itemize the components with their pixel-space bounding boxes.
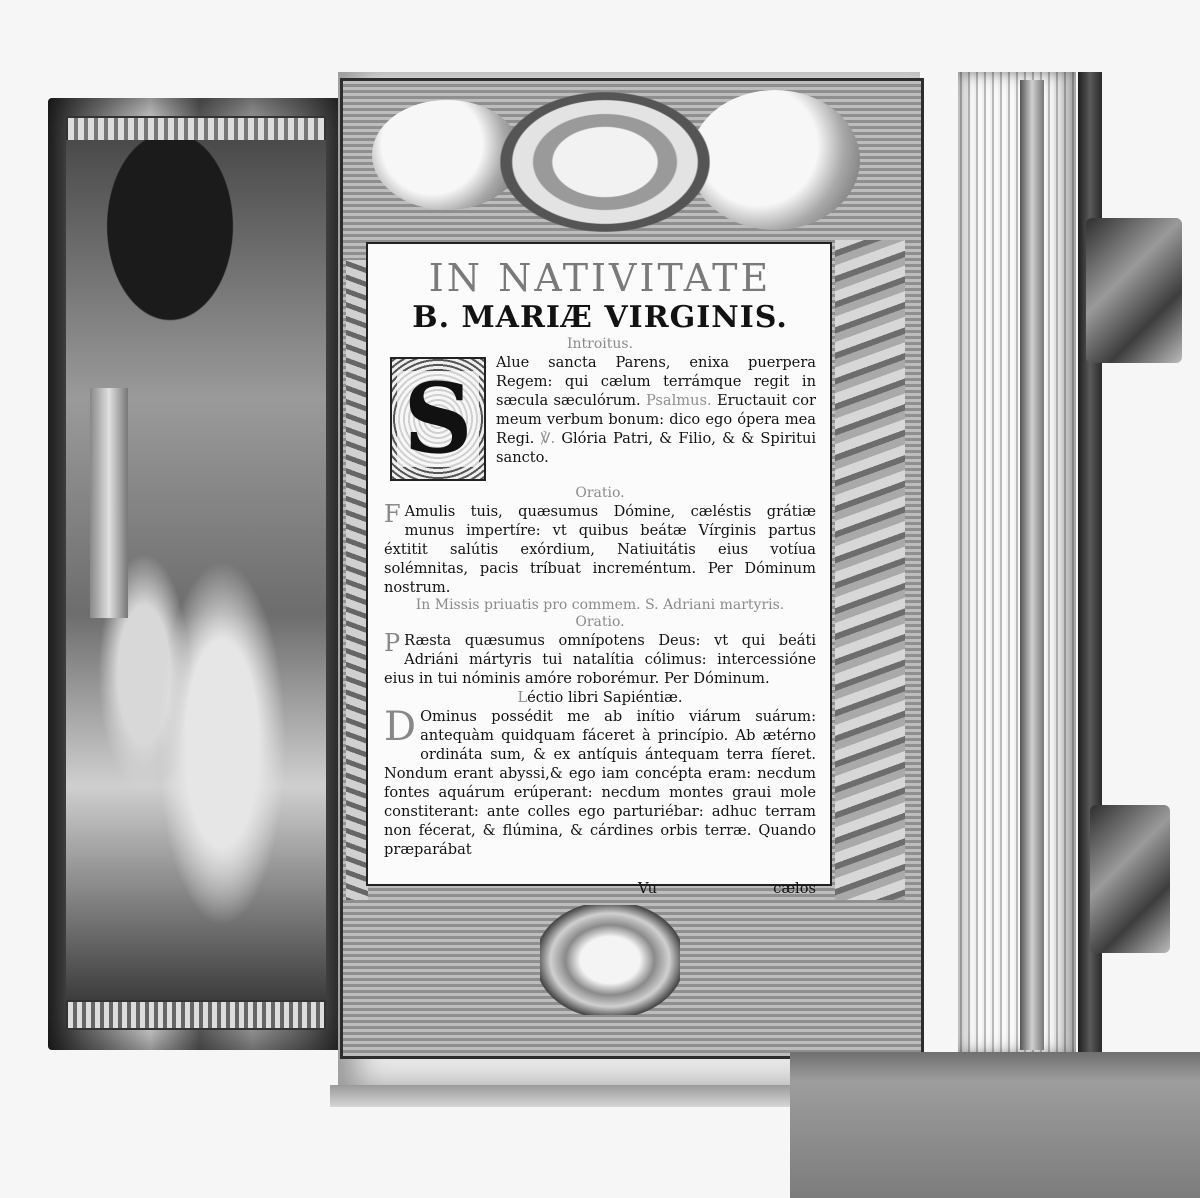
rubric-oratio-1: Oratio. xyxy=(575,485,625,501)
right-foliage-ornament xyxy=(835,240,905,900)
oratio-2-text: P Ræsta quæsumus omnípotens Deus: vt qui beáti Adriáni mártyris tui natalítia cólimus: intercessióne eius in tui nóminis amóre roborémur. Per Dóminum. xyxy=(384,629,816,687)
lectio-heading: Léctio libri Sapiéntiæ. xyxy=(517,689,683,706)
signature-mark: Vu xyxy=(638,880,658,897)
rubric-commemoration: In Missis priuatis pro commem. S. Adriani martyris. xyxy=(415,597,785,613)
rubric-introitus: Introitus. xyxy=(566,336,634,352)
lectio-initial: L xyxy=(517,689,528,706)
upper-clasp xyxy=(1086,218,1182,363)
catchword: cælos xyxy=(773,880,816,897)
text-panel xyxy=(366,242,832,897)
mask-ornament xyxy=(540,905,680,1015)
rubric-oratio-2: Oratio. xyxy=(575,614,625,630)
title-line-2: B. MARIÆ VIRGINIS. xyxy=(412,300,788,335)
right-cherub xyxy=(690,90,860,230)
engraving-top-border xyxy=(66,116,326,142)
oratio-1-text: F Amulis tuis, quæsumus Dómine, cæléstis grátiæ munus impertíre: vt quibus beátæ Vírginis partus éxtitit salútis exórdium, Natiuitátis eius votíua solémnitas, pacis tríbuat increméntum. Per Dóminum nostrum. xyxy=(384,500,816,596)
lower-clasp xyxy=(1090,805,1170,953)
table-surface xyxy=(330,1085,790,1107)
lectio-text: D Ominus possédit me ab inítio viárum suárum: antequàm quidquam fáceret à princípio. Ab ætérno ordináta sum, & ex antíquis ántequam terra fíeret. Nondum erant abyssi,& ego iam concépta eram: necdum fontes aquárum erúperant: necdum montes graui mole constiterant: ante colles ego parturiébar: adhuc terram non fécerat, & flúmina, & cárdines orbis terræ. Quando præparábat xyxy=(384,704,816,858)
closed-book-page-edges xyxy=(958,72,1076,1054)
psalmus-label: Psalmus. xyxy=(645,392,712,409)
decorated-initial xyxy=(390,357,486,481)
frontispiece-engraving xyxy=(48,98,340,1050)
versicle-mark: ℣. xyxy=(540,430,556,447)
wreath-cartouche xyxy=(500,92,710,232)
gilt-edge xyxy=(1020,80,1044,1050)
decorated-initial-letter: S xyxy=(397,371,478,467)
box-support xyxy=(790,1052,1200,1198)
engraving-column xyxy=(90,388,128,618)
engraving-bottom-border xyxy=(66,1000,326,1030)
oratio-1-initial: F xyxy=(384,500,401,528)
left-foliage-ornament xyxy=(346,260,368,900)
introitus-text: Alue sancta Parens, enixa puerpera Regem: qui cælum terrámque regit in sæcula sæculórum. Psalmus. Eructauit cor meum verbum bonum: dico ego ópera mea Regi. ℣. Glória Patri, & Filio, & & Spiritui sancto. xyxy=(496,354,817,466)
title-line-1: IN NATIVITATE xyxy=(428,256,772,300)
lectio-big-initial: D xyxy=(384,704,417,750)
introitus-block xyxy=(384,353,816,485)
oratio-2-initial: P xyxy=(384,629,401,657)
